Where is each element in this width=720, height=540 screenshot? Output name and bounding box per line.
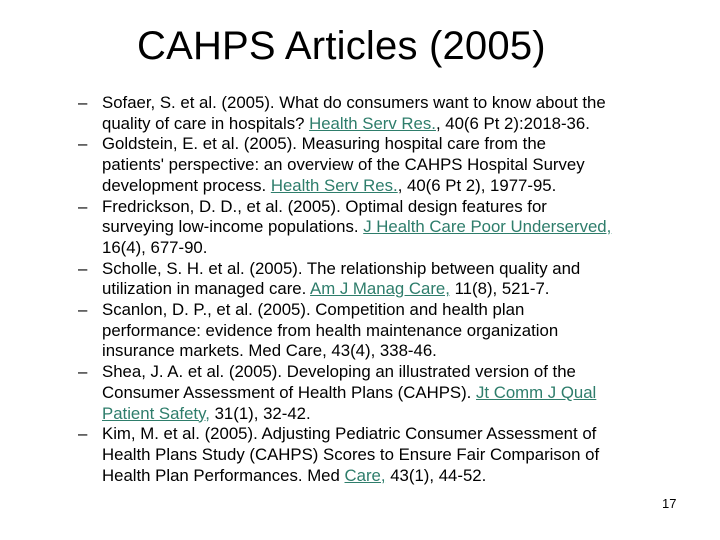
- reference-line: [102, 300, 718, 321]
- reference-text: 43(1), 44-52.: [385, 465, 487, 485]
- dash-bullet: –: [78, 424, 88, 444]
- reference-line: [102, 466, 718, 487]
- journal-link[interactable]: Patient Safety,: [102, 403, 210, 423]
- reference-item: [78, 362, 718, 424]
- journal-link[interactable]: Health Serv Res.: [270, 175, 398, 195]
- reference-line: [102, 217, 718, 238]
- journal-link[interactable]: Care,: [344, 465, 386, 485]
- slide-title: CAHPS Articles (2005): [137, 24, 546, 68]
- reference-line: [102, 238, 718, 259]
- dash-bullet: –: [78, 93, 88, 112]
- journal-link[interactable]: Am J Manag Care,: [310, 279, 450, 299]
- reference-line: [102, 279, 718, 300]
- reference-item: [78, 197, 718, 259]
- reference-text: performance: evidence from health maintenance organization: [102, 320, 559, 340]
- reference-line: [102, 114, 718, 135]
- reference-item: [78, 424, 718, 486]
- reference-text: Goldstein, E. et al. (2005). Measuring hospital care from the: [102, 134, 546, 154]
- reference-text: Consumer Assessment of Health Plans (CAHPS).: [102, 382, 476, 402]
- dash-bullet: –: [78, 196, 88, 216]
- reference-item: [78, 134, 718, 196]
- reference-text: Health Plans Study (CAHPS) Scores to Ensure Fair Comparison of: [102, 444, 600, 464]
- reference-text: Scholle, S. H. et al. (2005). The relationship between quality and: [102, 258, 581, 278]
- reference-text: Fredrickson, D. D., et al. (2005). Optimal design features for: [102, 196, 547, 216]
- reference-text: Scanlon, D. P., et al. (2005). Competition and health plan: [102, 300, 525, 320]
- reference-text: 31(1), 32-42.: [209, 403, 311, 423]
- reference-line: [102, 341, 718, 362]
- reference-text: patients' perspective: an overview of the CAHPS Hospital Survey: [102, 155, 585, 175]
- reference-text: Health Plan Performances. Med: [102, 465, 345, 485]
- reference-text: Kim, M. et al. (2005). Adjusting Pediatric Consumer Assessment of: [102, 424, 597, 444]
- reference-text: surveying low-income populations.: [102, 217, 364, 237]
- reference-text: , 40(6 Pt 2):2018-36.: [435, 113, 590, 133]
- reference-text: 16(4), 677-90.: [102, 237, 208, 257]
- reference-line: [102, 445, 718, 466]
- reference-line: [102, 93, 718, 114]
- journal-link[interactable]: J Health Care Poor Underserved,: [363, 217, 612, 237]
- reference-list: [78, 93, 718, 486]
- reference-line: [102, 259, 718, 280]
- reference-text: utilization in managed care.: [102, 279, 311, 299]
- reference-line: [102, 362, 718, 383]
- reference-line: [102, 424, 718, 445]
- reference-item: [78, 259, 718, 300]
- dash-bullet: –: [78, 362, 88, 382]
- reference-text: Shea, J. A. et al. (2005). Developing an illustrated version of the: [102, 362, 576, 382]
- reference-line: [102, 176, 718, 197]
- journal-link[interactable]: Health Serv Res.: [309, 113, 436, 133]
- reference-text: insurance markets. Med Care, 43(4), 338-46.: [102, 341, 437, 361]
- journal-link[interactable]: Jt Comm J Qual: [476, 382, 597, 402]
- reference-text: , 40(6 Pt 2), 1977-95.: [397, 175, 557, 195]
- dash-bullet: –: [78, 300, 88, 320]
- reference-text: quality of care in hospitals?: [102, 113, 310, 133]
- reference-line: [102, 134, 718, 155]
- reference-line: [102, 197, 718, 218]
- dash-bullet: –: [78, 134, 88, 154]
- reference-item: [78, 93, 718, 134]
- reference-text: Sofaer, S. et al. (2005). What do consumers want to know about the: [102, 93, 606, 112]
- reference-text: development process.: [102, 175, 271, 195]
- reference-item: [78, 300, 718, 362]
- reference-line: [102, 155, 718, 176]
- reference-line: [102, 404, 718, 425]
- reference-line: [102, 383, 718, 404]
- reference-text: 11(8), 521-7.: [449, 279, 550, 299]
- dash-bullet: –: [78, 258, 88, 278]
- page-number: 17: [662, 496, 677, 511]
- reference-line: [102, 321, 718, 342]
